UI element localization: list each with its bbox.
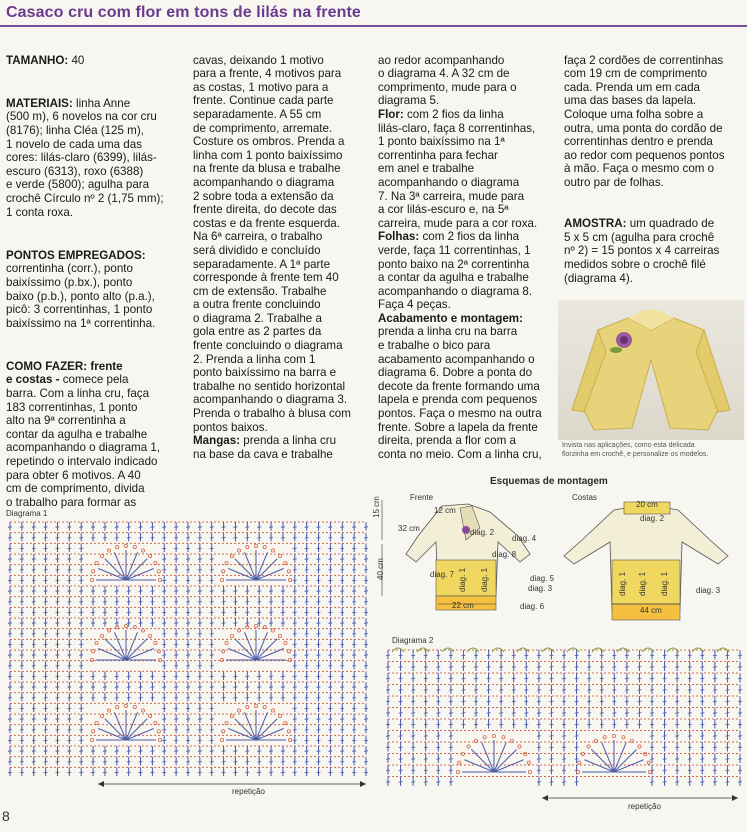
back-diag3-label: diag. 3 <box>696 586 721 595</box>
costas-label: Costas <box>572 493 597 502</box>
diagram1-repeat-arrow <box>96 780 368 788</box>
front-diag8-label: diag. 8 <box>492 550 517 559</box>
back-diag2-label: diag. 2 <box>640 514 665 523</box>
measure-12cm: 12 cm <box>434 506 456 515</box>
col3-intro: ao redor acompanhando o diagrama 4. A 32 cm de comprimento, mude para o diagrama 5. <box>378 53 517 108</box>
text-column-3 <box>378 40 558 475</box>
mangas-text: prenda a linha cru na base da cava e trabalhe <box>193 434 337 461</box>
esquemas-title: Esquemas de montagem <box>490 476 608 487</box>
back-diag1-label-d: diag. 1 <box>638 571 647 596</box>
front-diag2-label: diag. 2 <box>470 528 495 537</box>
pontos-heading: PONTOS EMPREGADOS: <box>6 248 146 262</box>
acabamento-heading: Acabamento e montagem: <box>378 311 523 325</box>
materiais-heading: MATERIAIS: <box>6 96 73 110</box>
frente-label: Frente <box>410 493 434 502</box>
front-diag1-label-a: diag. 1 <box>458 567 467 592</box>
assembly-schematics <box>380 500 742 630</box>
front-diag3-label: diag. 3 <box>528 584 553 593</box>
measure-15cm: 15 cm <box>372 496 381 518</box>
materiais-text: linha Anne (500 m), 6 novelos na cor cru (8176); linha Cléa (125 m), 1 novelo de cada uma das cores: lilás-claro (6399), lilás- escuro (6313), roxo (6388) e verde (5800); agulha para crochê Círculo nº 2 (1,75 mm); 1 conta roxa. <box>6 96 164 219</box>
col2-text: cavas, deixando 1 motivo para a frente, 4 motivos para as costas, 1 motivo para a frente. Continue cada parte separadamente. A 55 cm de comprimento, arremate. Costure os ombros. Prenda a linha com 1 ponto baixíssimo na frente da blusa e trabalhe acompanhando o diagrama 2 sobre toda a extensão da frente direita, do decote das costas e da frente esquerda. Na 6ª carreira, o trabalho será dividido e concluído separadamente. A 1ª parte corresponde à frente tem 40 cm de extensão. Trabalhe a outra frente concluindo o diagrama 2. Trabalhe a gola entre as 2 partes da frente concluindo o diagrama 2. Prenda a linha com 1 ponto baixíssimo na barra e trabalhe no sentido horizontal acompanhando o diagrama 3. Prenda o trabalho à blusa com pontos baixos. <box>193 53 351 434</box>
front-diag5-label: diag. 5 <box>530 574 555 583</box>
pontos-text: correntinha (corr.), ponto baixíssimo (p.bx.), ponto baixo (p.b.), ponto alto (p.a.), picô: 3 correntinhas, 1 ponto baixíssimo na 1ª correntinha. <box>6 262 156 330</box>
text-column-4 <box>564 40 744 305</box>
como-fazer-text: comece pela barra. Com a linha cru, faça 183 correntinhas, 1 ponto alto na 9ª correntinha a contar da agulha e trabalhe acompanhando o diagrama 1, repetindo o intervalo indicado para obter 6 motivos. A 40 cm de comprimento, divida o trabalho para formar as <box>6 373 161 509</box>
mangas-heading: Mangas: <box>193 434 241 448</box>
back-diag1-label-e: diag. 1 <box>660 571 669 596</box>
front-diag4-label: diag. 4 <box>512 534 537 543</box>
measure-32cm: 32 cm <box>398 524 420 533</box>
amostra-heading: AMOSTRA: <box>564 217 627 231</box>
measure-40cm: 40 cm <box>376 558 385 580</box>
measure-22cm: 22 cm <box>452 601 474 610</box>
measure-44cm: 44 cm <box>640 606 662 615</box>
como-fazer-heading: COMO FAZER: frente e costas - <box>6 359 123 387</box>
amostra-text: um quadrado de 5 x 5 cm (agulha para crochê nº 2) = 15 pontos x 4 carreiras medidos sobre o crochê filé (diagrama 4). <box>564 217 720 285</box>
front-diag6-label: diag. 6 <box>520 602 545 611</box>
page-title: Casaco cru com flor em tons de lilás na frente <box>6 4 361 21</box>
front-diag1-label-b: diag. 1 <box>480 567 489 592</box>
diagram2-repeat-label: repetição <box>628 802 661 811</box>
acabamento-text: prenda a linha cru na barra e trabalhe o bico para acabamento acompanhando o diagrama 6. Dobre a ponta do decote da frente formando uma lapela e prenda com pequenos pontos. Faça o mesmo na outra frente. Sobre a lapela da frente direita, prenda a flor com a conta no meio. Com a linha cru, <box>378 325 542 461</box>
jacket-photo <box>558 300 744 440</box>
measure-20cm: 20 cm <box>636 500 658 509</box>
text-column-1 <box>6 40 186 529</box>
tamanho-value: 40 <box>68 53 85 67</box>
col4-text: faça 2 cordões de correntinhas com 19 cm de comprimento cada. Prenda um em cada uma das bases da lapela. Coloque uma folha sobre a outra, uma ponta do cordão de correntinhas dentro e prenda ao redor com pequenos pontos à mão. Faça o mesmo com o outro par de folhas. <box>564 53 725 189</box>
front-diag7-label: diag. 7 <box>430 570 455 579</box>
flor-text: com 2 fios da linha lilás-claro, faça 8 correntinhas, 1 ponto baixíssimo na 1ª correntinha para fechar em anel e trabalhe acompanhando o diagrama 7. Na 3ª carreira, mude para a cor lilás-escuro e, na 5ª carreira, mude para a cor roxa. <box>378 107 538 230</box>
jacket-illustration <box>558 300 744 440</box>
flor-heading: Flor: <box>378 107 404 121</box>
diagram1-label: Diagrama 1 <box>6 509 48 518</box>
back-diag1-label-c: diag. 1 <box>618 571 627 596</box>
tamanho-heading: TAMANHO: <box>6 53 69 67</box>
diagram1-chart <box>6 518 370 780</box>
page-number: 8 <box>2 808 10 824</box>
folhas-heading: Folhas: <box>378 230 420 244</box>
diagram2-repeat-arrow <box>540 794 740 802</box>
diagram1-repeat-label: repetição <box>232 787 265 796</box>
folhas-text: com 2 fios da linha verde, faça 11 correntinhas, 1 ponto baixo na 2ª correntinha a contar da agulha e trabalhe acompanhando o diagrama 8. Faça 4 peças. <box>378 230 533 312</box>
text-column-2 <box>193 40 371 481</box>
diagram2-label: Diagrama 2 <box>392 636 434 645</box>
diagram2-chart <box>384 646 744 790</box>
title-divider <box>0 25 747 27</box>
photo-caption: Invista nas aplicações, como esta delicada florzinha em crochê, e personalize os modelos. <box>562 442 709 458</box>
